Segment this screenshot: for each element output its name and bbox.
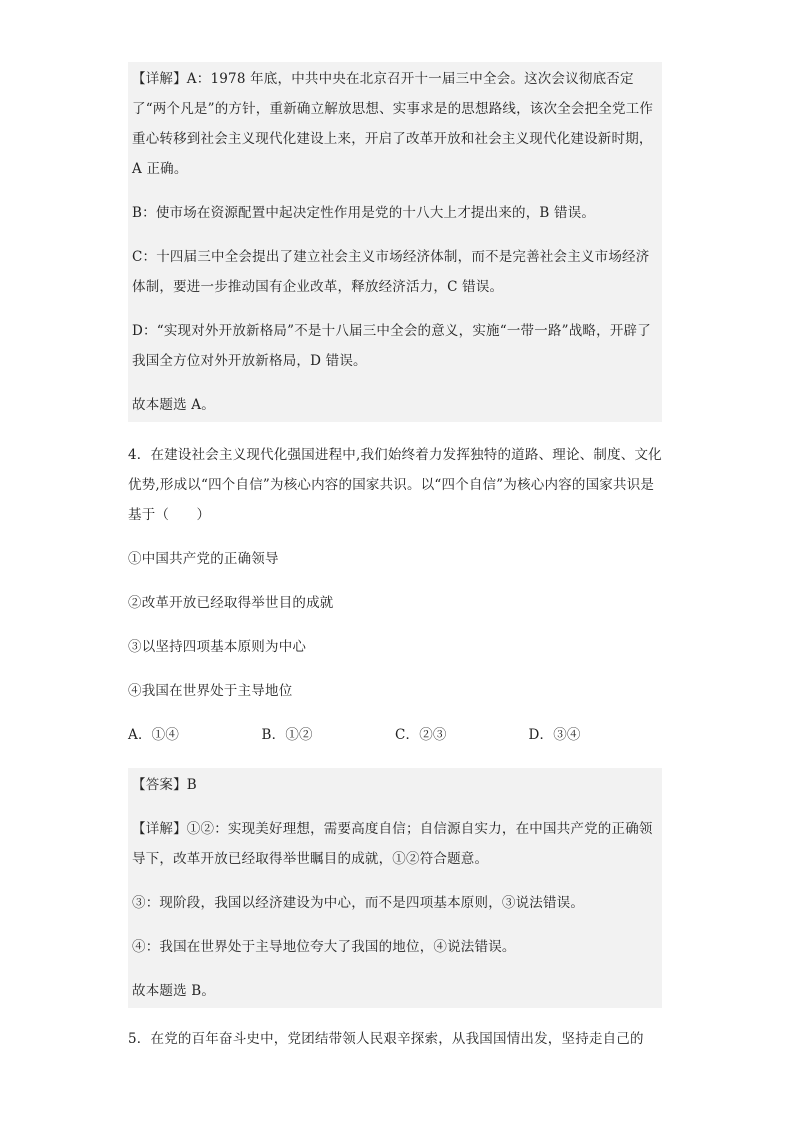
- spacer: [128, 228, 662, 242]
- spacer: [128, 618, 662, 632]
- question-4-options: [128, 720, 662, 750]
- option-d: D．③④: [528, 727, 581, 743]
- answer-detail-4: ④：我国在世界处于主导地位夸大了我国的地位，④说法错误。: [132, 939, 516, 955]
- option-b: B．①②: [261, 727, 313, 743]
- question-4-item-3: ③以坚持四项基本原则为中心: [128, 639, 307, 655]
- spacer: [128, 962, 662, 976]
- option-c: C．②③: [395, 727, 447, 743]
- answer-detail-1-2: 【详解】①②：实现美好理想，需要高度自信；自信源自实力，在中国共产党的正确领导下，改革开放已经取得举世瞩目的成就，①②符合题意。: [132, 821, 653, 867]
- question-4-item-4: ④我国在世界处于主导地位: [128, 683, 293, 699]
- spacer: [128, 530, 662, 544]
- option-a: A．①④: [128, 727, 180, 743]
- question-4-item-1: ①中国共产党的正确领导: [128, 551, 279, 567]
- spacer: [128, 874, 662, 888]
- question-5: [128, 1024, 662, 1054]
- answer-block-q4: [128, 768, 662, 1008]
- question-5-stem: 5．在党的百年奋斗史中，党团结带领人民艰辛探索，从我国国情出发，坚持走自己的: [128, 1031, 644, 1047]
- spacer: [128, 662, 662, 676]
- detail-paragraph-d: D：“实现对外开放新格局”不是十八届三中全会的意义，实施“一带一路”战略，开辟了我国全方位对外开放新格局，D 错误。: [132, 323, 651, 369]
- detail-paragraph-a: 【详解】A：1978 年底，中共中央在北京召开十一届三中全会。这次会议彻底否定了“两个凡是”的方针，重新确立解放思想、实事求是的思想路线，该次全会把全党工作重心转移到社会主义现代化建设上来，开启了改革开放和社会主义现代化建设新时期，A 正确。: [132, 71, 654, 177]
- answer-label: 【答案】B: [132, 777, 197, 793]
- answer-detail-3: ③：现阶段，我国以经济建设为中心，而不是四项基本原则，③说法错误。: [132, 895, 585, 911]
- detail-conclusion: 故本题选 A。: [132, 397, 215, 413]
- question-4-stem: 4．在建设社会主义现代化强国进程中,我们始终着力发挥独特的道路、理论、制度、文化优势,形成以“四个自信”为核心内容的国家共识。以“四个自信”为核心内容的国家共识是基于（ ）: [128, 447, 662, 523]
- question-4-item-2: ②改革开放已经取得举世目的成就: [128, 595, 334, 611]
- spacer: [128, 376, 662, 390]
- answer-conclusion: 故本题选 B。: [132, 983, 216, 999]
- spacer: [128, 574, 662, 588]
- question-4: [128, 440, 662, 750]
- detail-block-q3: [128, 62, 662, 422]
- detail-paragraph-b: B：使市场在资源配置中起决定性作用是党的十八大上才提出来的，B 错误。: [132, 205, 596, 221]
- spacer: [128, 918, 662, 932]
- spacer: [128, 302, 662, 316]
- spacer: [128, 800, 662, 814]
- spacer: [128, 184, 662, 198]
- detail-paragraph-c: C：十四届三中全会提出了建立社会主义市场经济体制，而不是完善社会主义市场经济体制，要进一步推动国有企业改革，释放经济活力，C 错误。: [132, 249, 650, 295]
- spacer: [128, 706, 662, 720]
